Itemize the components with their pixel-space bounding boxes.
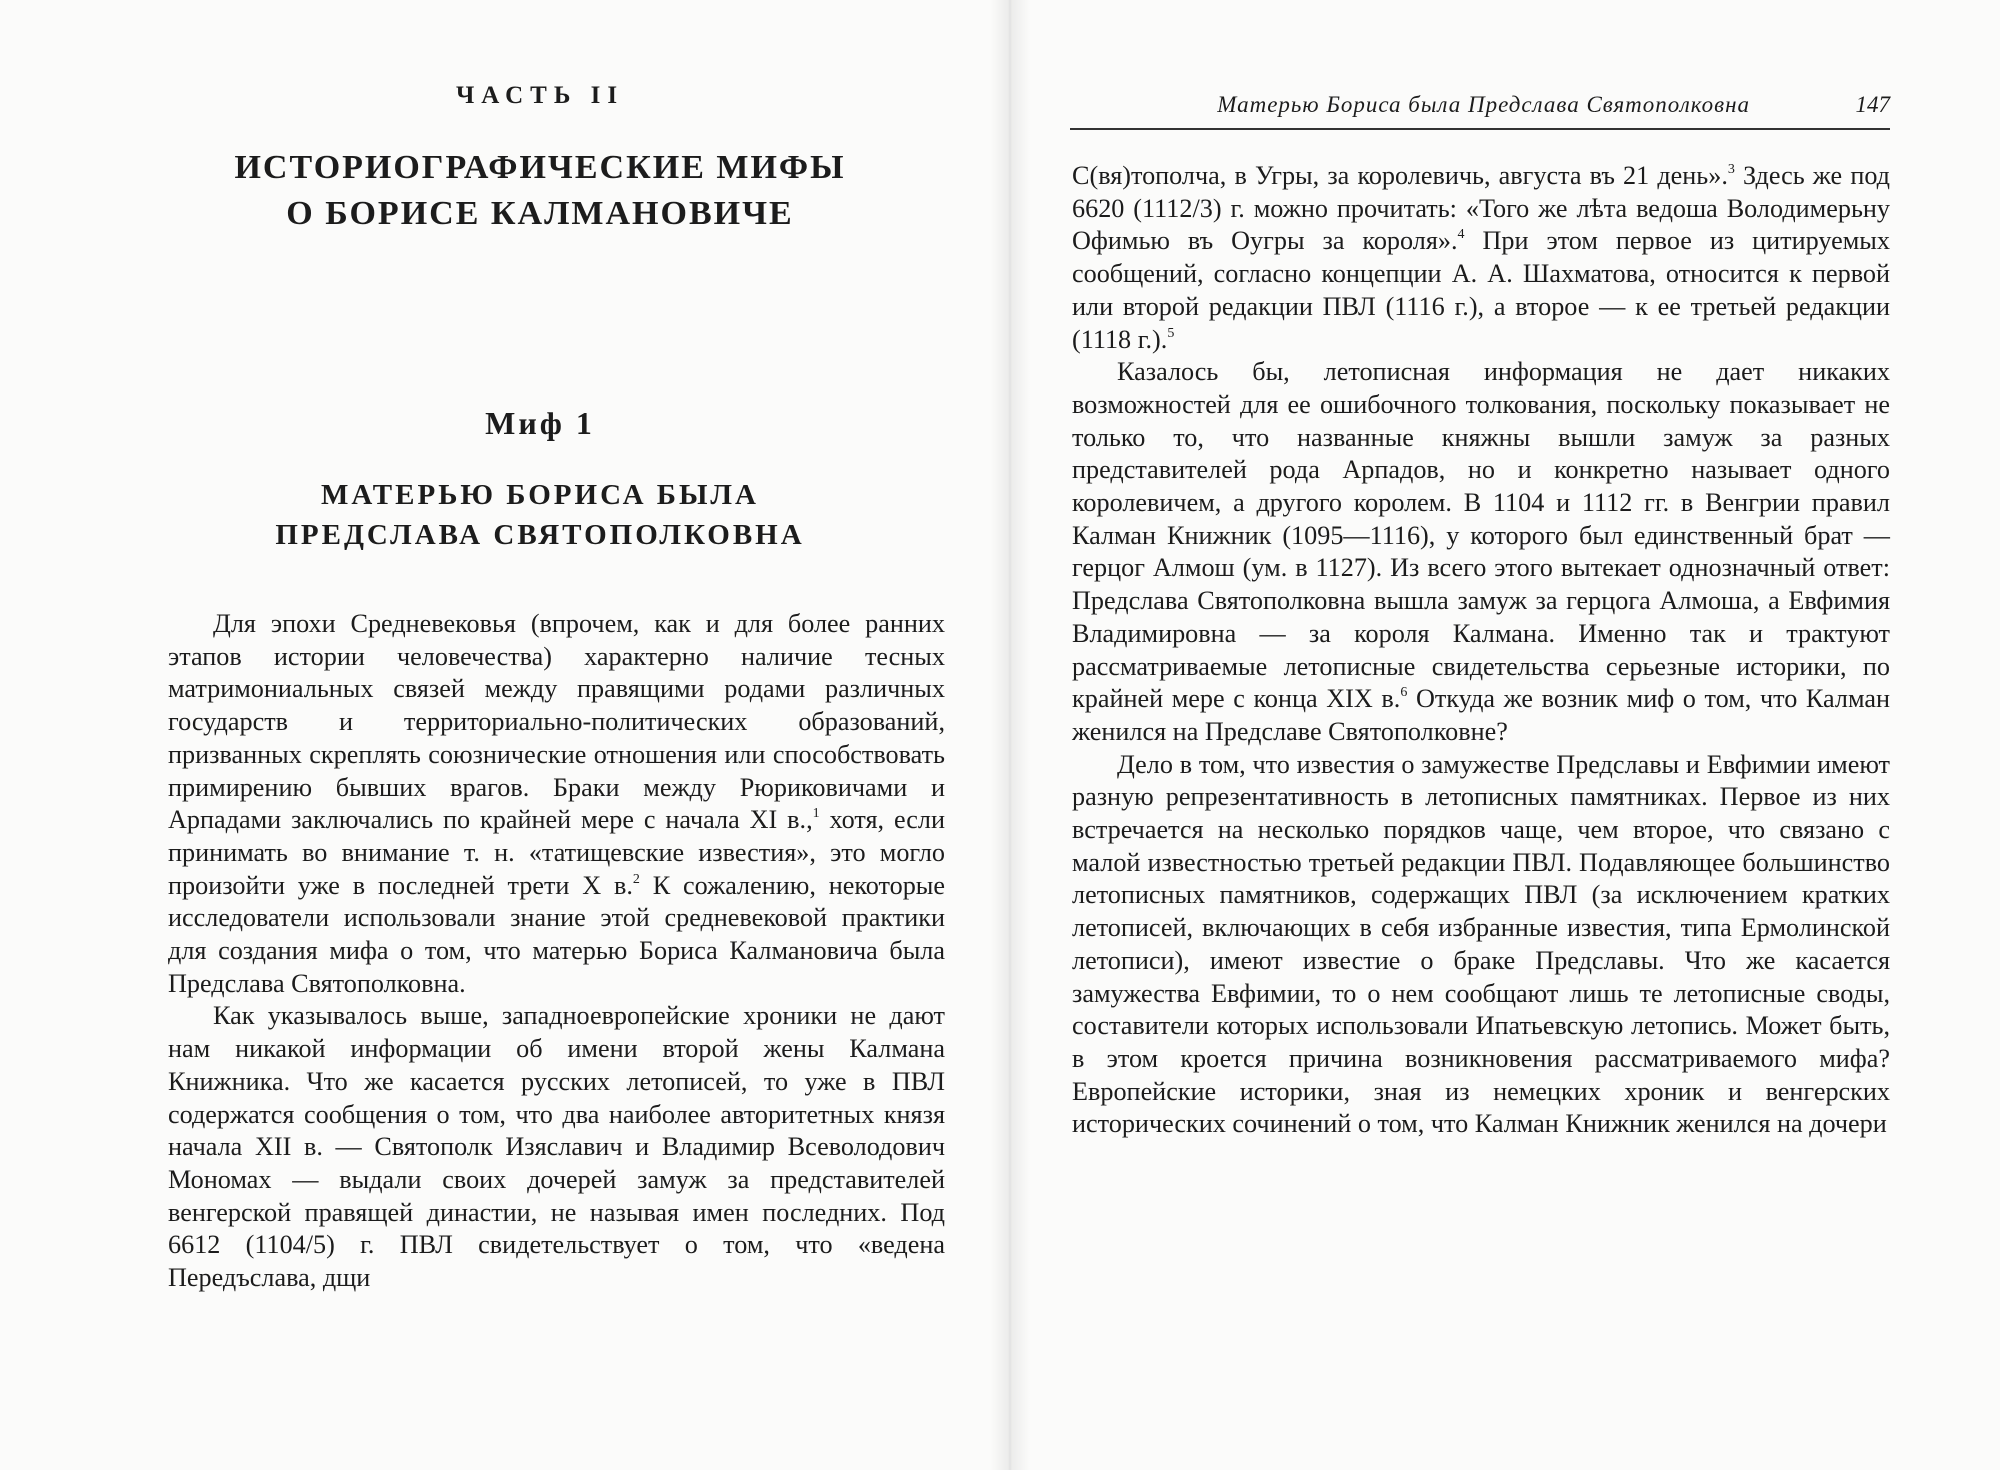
myth-label: Миф 1 bbox=[485, 405, 595, 441]
text-span: хотя, если принимать во внимание т. н. «татищевские известия», это могло произойти уже в последней трети X в. bbox=[168, 805, 945, 900]
left-body-text bbox=[168, 608, 945, 1295]
right-body-text bbox=[1072, 160, 1890, 1141]
text-span: Откуда же возник миф о том, что Калман женился на Предславе Святополковне? bbox=[1072, 684, 1890, 746]
text-span: Здесь же под 6620 (1112/3) г. можно прочитать: «Того же лѣта ведоша Володимерьну Офимью въ Оугры за короля». bbox=[1072, 161, 1890, 256]
footnote-ref: 6 bbox=[1400, 685, 1408, 701]
footnote-ref: 3 bbox=[1727, 162, 1735, 177]
paragraph: Как указывалось выше, западноевропейские хроники не дают нам никакой информации об имени второй жены Калмана Книжника. Что же касается русских летописей, то уже в ПВЛ содержатся сообщения о том, что два наиболее авторитетных князя начала XII в. — Святополк Изяславич и Владимир Всеволодович Мономах — выдали своих дочерей замуж за представителей венгерской правящей династии, не называя имен последних. Под 6612 (1104/5) г. ПВЛ свидетельствует о том, что «ведена Передъслава, дщи bbox=[168, 1001, 945, 1293]
text-span: Казалось бы, летописная информация не дает никаких возможностей для ее ошибочного толкования, поскольку показывает не только то, что названные княжны вышли замуж за разных представителей рода Арпадов, но и конкретно называет одного королевичем, а другого королем. В 1104 и 1112 гг. в Венгрии правил Калман Книжник (1095—1116), у которого был единственный брат — герцог Алмош (ум. в 1127). Из всего этого вытекает однозначный ответ: Предслава Святополковна вышла замуж за герцога Алмоша, а Евфимия Владимировна — за короля Калмана. Именно так и трактуют рассматриваемые летописные свидетельства серьезные историки, по крайней мере с конца XIX в. bbox=[1072, 357, 1890, 714]
chapter-title-line1: ИСТОРИОГРАФИЧЕСКИЕ МИФЫ bbox=[234, 149, 846, 186]
text-span: К сожалению, некоторые исследователи использовали знание этой средневековой практики для создания мифа о том, что матерью Бориса Калмановича была Предслава Святополковна. bbox=[168, 870, 946, 998]
myth-title-line1: МАТЕРЬЮ БОРИСА БЫЛА bbox=[321, 479, 759, 511]
footnote-ref: 5 bbox=[1167, 325, 1175, 341]
footnote-ref: 1 bbox=[812, 806, 820, 822]
running-header bbox=[1070, 92, 1890, 130]
footnote-ref: 4 bbox=[1457, 227, 1465, 243]
part-label: ЧАСТЬ II bbox=[455, 82, 625, 109]
myth-title bbox=[145, 475, 935, 555]
chapter-title-line2: О БОРИСЕ КАЛМАНОВИЧЕ bbox=[286, 195, 794, 232]
paragraph bbox=[1072, 356, 1890, 748]
text-span: С(вя)тополча, в Угры, за королевичь, августа въ 21 день». bbox=[1072, 161, 1728, 190]
paragraph: Дело в том, что известия о замужестве Предславы и Евфимии имеют разную репрезентативность в летописных памятниках. Первое из них встречается на несколько порядков чаще, чем второе, что связано с малой известностью третьей редакции ПВЛ. Подавляющее большинство летописных памятников, содержащих ПВЛ (за исключением кратких летописей, включающих в себя избранные известия, типа Ермолинской летописи), имеют известие о браке Предславы. Что же касается замужества Евфимии, то о нем сообщают лишь те летописные своды, составители которых использовали Ипатьевскую летопись. Может быть, в этом кроется причина возникновения рассматриваемого мифа? Европейские историки, зная из немецких хроник и венгерских исторических сочинений о том, что Калман Книжник женился на дочери bbox=[1072, 749, 1890, 1139]
text-span: Для эпохи Средневековья (впрочем, как и для более ранних этапов истории человечества) характерно наличие тесных матримониальных связей между правящими родами различных государств и территориально-политических образований, призванных скреплять союзнические отношения или способствовать примирению бывших врагов. Браки между Рюриковичами и Арпадами заключались по крайней мере с начала XI в., bbox=[168, 609, 945, 835]
paragraph bbox=[168, 608, 945, 1000]
chapter-title bbox=[145, 145, 935, 237]
myth-title-line2: ПРЕДСЛАВА СВЯТОПОЛКОВНА bbox=[275, 519, 805, 551]
paragraph bbox=[1072, 160, 1890, 356]
footnote-ref: 2 bbox=[632, 871, 640, 887]
page-number: 147 bbox=[1855, 92, 1890, 117]
running-title: Матерью Бориса была Предслава Святополковна bbox=[1217, 92, 1750, 117]
text-span: При этом первое из цитируемых сообщений, согласно концепции А. А. Шахматова, относится к первой или второй редакции ПВЛ (1116 г.), а второе — к ее третьей редакции (1118 г.). bbox=[1072, 226, 1890, 354]
